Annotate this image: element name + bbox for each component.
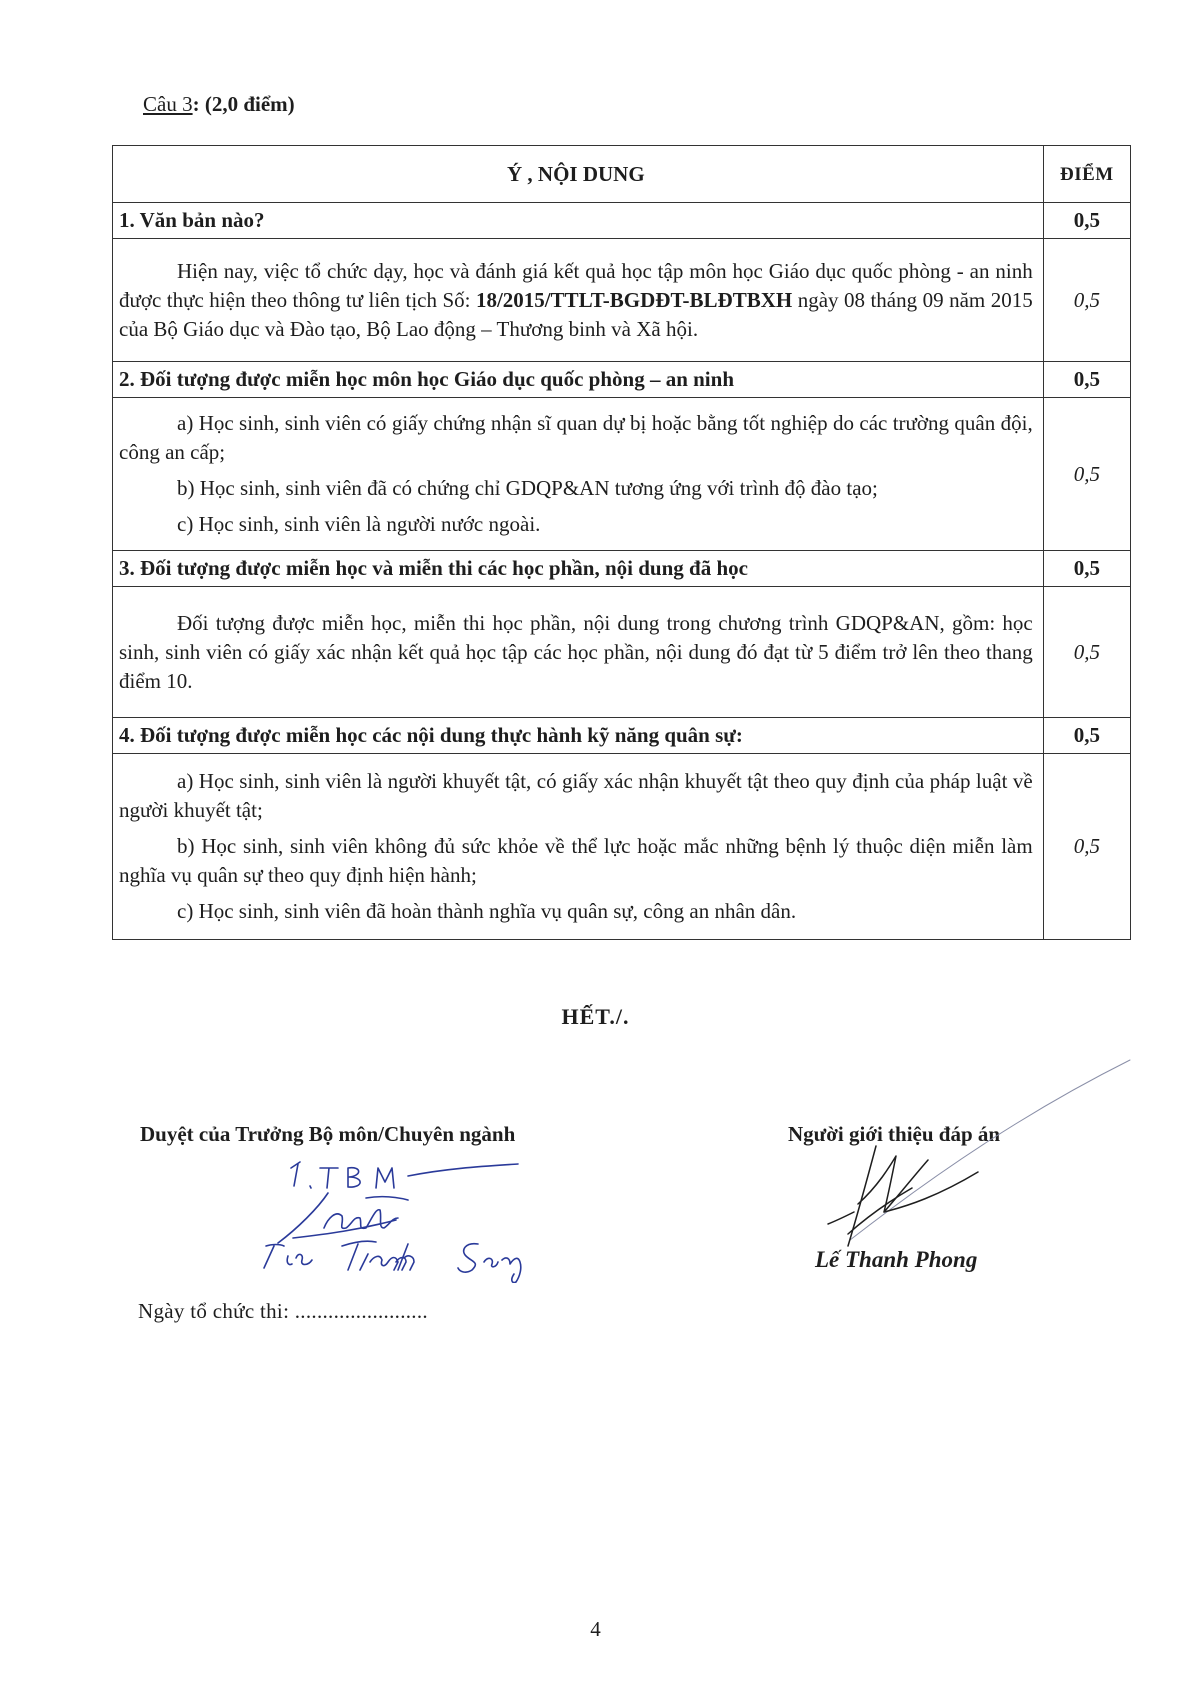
header-score: ĐIỂM [1043, 146, 1130, 203]
answer-table [112, 145, 1131, 940]
question-score: 0,5 [1043, 718, 1130, 754]
list-item: c) Học sinh, sinh viên là người nước ngoài. [177, 512, 541, 536]
answer-row-3 [113, 587, 1131, 718]
list-item: c) Học sinh, sinh viên đã hoàn thành nghĩa vụ quân sự, công an nhân dân. [177, 899, 797, 923]
table-header-row [113, 146, 1131, 203]
question-title: 4. Đối tượng được miễn học các nội dung thực hành kỹ năng quân sự: [113, 718, 1044, 754]
presenter-name: Lế Thanh Phong [815, 1247, 978, 1272]
header-content: Ý , NỘI DUNG [113, 146, 1044, 203]
page-number: 4 [590, 1617, 601, 1641]
presenter-signature [818, 1116, 1018, 1256]
approval-label: Duyệt của Trưởng Bộ môn/Chuyên ngành [140, 1122, 516, 1146]
presenter-label: Người giới thiệu đáp án [788, 1122, 1001, 1146]
answer-score: 0,5 [1043, 239, 1130, 362]
answer-paragraph: Hiện nay, việc tổ chức dạy, học và đánh giá kết quả học tập môn học Giáo dục quốc phòng - an ninh được thực hiện theo thông tư liên tịch Số: 18/2015/TTLT-BGDĐT-BLĐTBXH ngày 08 tháng 09 năm 2015 của Bộ Giáo dục và Đào tạo, Bộ Lao động – Thương binh và Xã hội. [119, 258, 1033, 341]
approval-signature [258, 1158, 548, 1283]
question-row-4 [113, 718, 1131, 754]
question-score: 0,5 [1043, 551, 1130, 587]
question-title: 1. Văn bản nào? [113, 203, 1044, 239]
answer-row-4 [113, 754, 1131, 940]
answer-score: 0,5 [1043, 398, 1130, 551]
question-label: Câu 3 [143, 92, 193, 116]
question-points: : (2,0 điểm) [192, 92, 295, 116]
question-row-3 [113, 551, 1131, 587]
answer-score: 0,5 [1043, 754, 1130, 940]
answer-row-1 [113, 239, 1131, 362]
answer-score: 0,5 [1043, 587, 1130, 718]
list-item: b) Học sinh, sinh viên không đủ sức khỏe về thể lực hoặc mắc những bệnh lý thuộc diện miễn làm nghĩa vụ quân sự theo quy định hiện hành; [119, 834, 1033, 887]
circular-number: 18/2015/TTLT-BGDĐT-BLĐTBXH [475, 287, 793, 312]
end-mark: HẾT./. [561, 1004, 630, 1029]
list-item: b) Học sinh, sinh viên đã có chứng chỉ GDQP&AN tương ứng với trình độ đào tạo; [177, 476, 878, 500]
question-score: 0,5 [1043, 362, 1130, 398]
question-score: 0,5 [1043, 203, 1130, 239]
question-title: 2. Đối tượng được miễn học môn học Giáo dục quốc phòng – an ninh [113, 362, 1044, 398]
answer-row-2 [113, 398, 1131, 551]
question-heading [143, 92, 295, 117]
exam-date-label: Ngày tổ chức thi: ........................ [138, 1299, 428, 1323]
question-row-2 [113, 362, 1131, 398]
question-title: 3. Đối tượng được miễn học và miễn thi các học phần, nội dung đã học [113, 551, 1044, 587]
question-row-1 [113, 203, 1131, 239]
list-item: a) Học sinh, sinh viên có giấy chứng nhận sĩ quan dự bị hoặc bằng tốt nghiệp do các trường quân đội, công an cấp; [119, 411, 1033, 464]
answer-paragraph: Đối tượng được miễn học, miễn thi học phần, nội dung trong chương trình GDQP&AN, gồm: học sinh, sinh viên có giấy xác nhận kết quả học tập các học phần, nội dung đó đạt từ 5 điểm trở lên theo thang điểm 10. [119, 610, 1033, 693]
list-item: a) Học sinh, sinh viên là người khuyết tật, có giấy xác nhận khuyết tật theo quy định của pháp luật về người khuyết tật; [119, 769, 1033, 822]
